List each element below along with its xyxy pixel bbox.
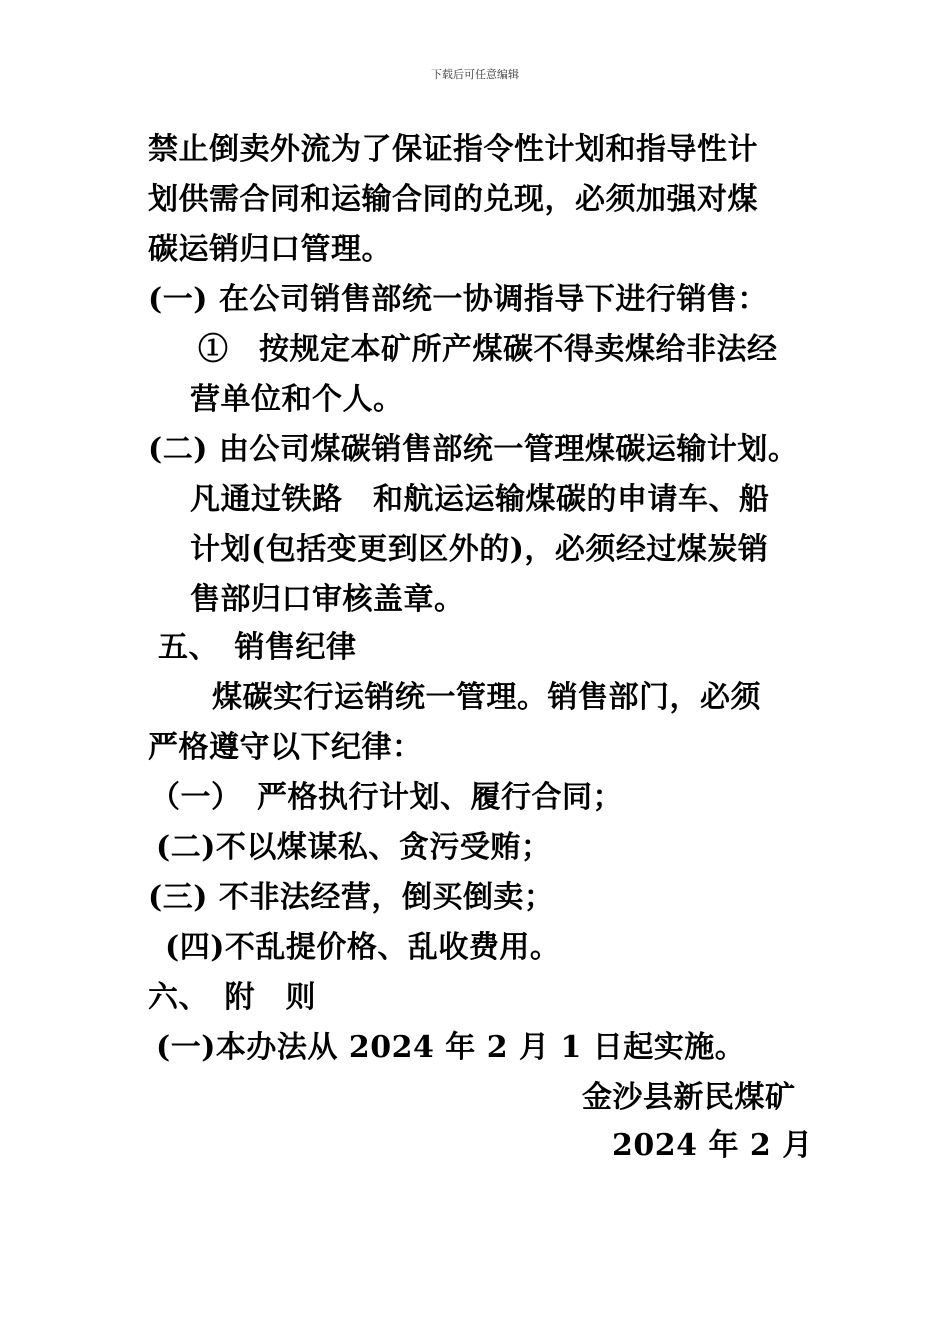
signature-date: 2024 年 2 月 xyxy=(612,1128,813,1163)
rule-item-3: (三) 不非法经营，倒买倒卖； xyxy=(148,880,555,915)
body-line: 碳运销归口管理。 xyxy=(148,232,392,267)
body-line: 营单位和个人。 xyxy=(190,382,404,417)
body-line: 煤碳实行运销统一管理。销售部门，必须 xyxy=(212,680,761,715)
section-heading-6: 六、 附 则 xyxy=(148,980,316,1015)
body-line: 划供需合同和运输合同的兑现，必须加强对煤 xyxy=(148,182,758,217)
section-heading-5: 五、 销售纪律 xyxy=(158,630,357,665)
supplementary-item-1: (一)本办法从 2024 年 2 月 1 日起实施。 xyxy=(156,1030,746,1065)
body-line: 禁止倒卖外流为了保证指令性计划和指导性计 xyxy=(148,132,758,167)
body-line: 计划(包括变更到区外的)，必须经过煤炭销 xyxy=(190,532,769,567)
section-item-2: (二) 由公司煤碳销售部统一管理煤碳运输计划。 xyxy=(148,432,799,467)
section-item-1: (一) 在公司销售部统一协调指导下进行销售： xyxy=(148,282,768,317)
body-line: 凡通过铁路 和航运运输煤碳的申请车、船 xyxy=(190,482,770,517)
body-line: 严格遵守以下纪律： xyxy=(148,730,423,765)
body-line: 售部归口审核盖章。 xyxy=(190,582,465,617)
rule-item-4: (四)不乱提价格、乱收费用。 xyxy=(165,930,561,965)
page-header-note: 下载后可任意编辑 xyxy=(431,68,519,81)
sub-item-circled-1: ① 按规定本矿所产煤碳不得卖煤给非法经 xyxy=(198,332,778,367)
rule-item-1: （一） 严格执行计划、履行合同； xyxy=(150,780,623,815)
signature-organization: 金沙县新民煤矿 xyxy=(582,1080,796,1115)
rule-item-2: (二)不以煤谋私、贪污受贿； xyxy=(156,830,552,865)
